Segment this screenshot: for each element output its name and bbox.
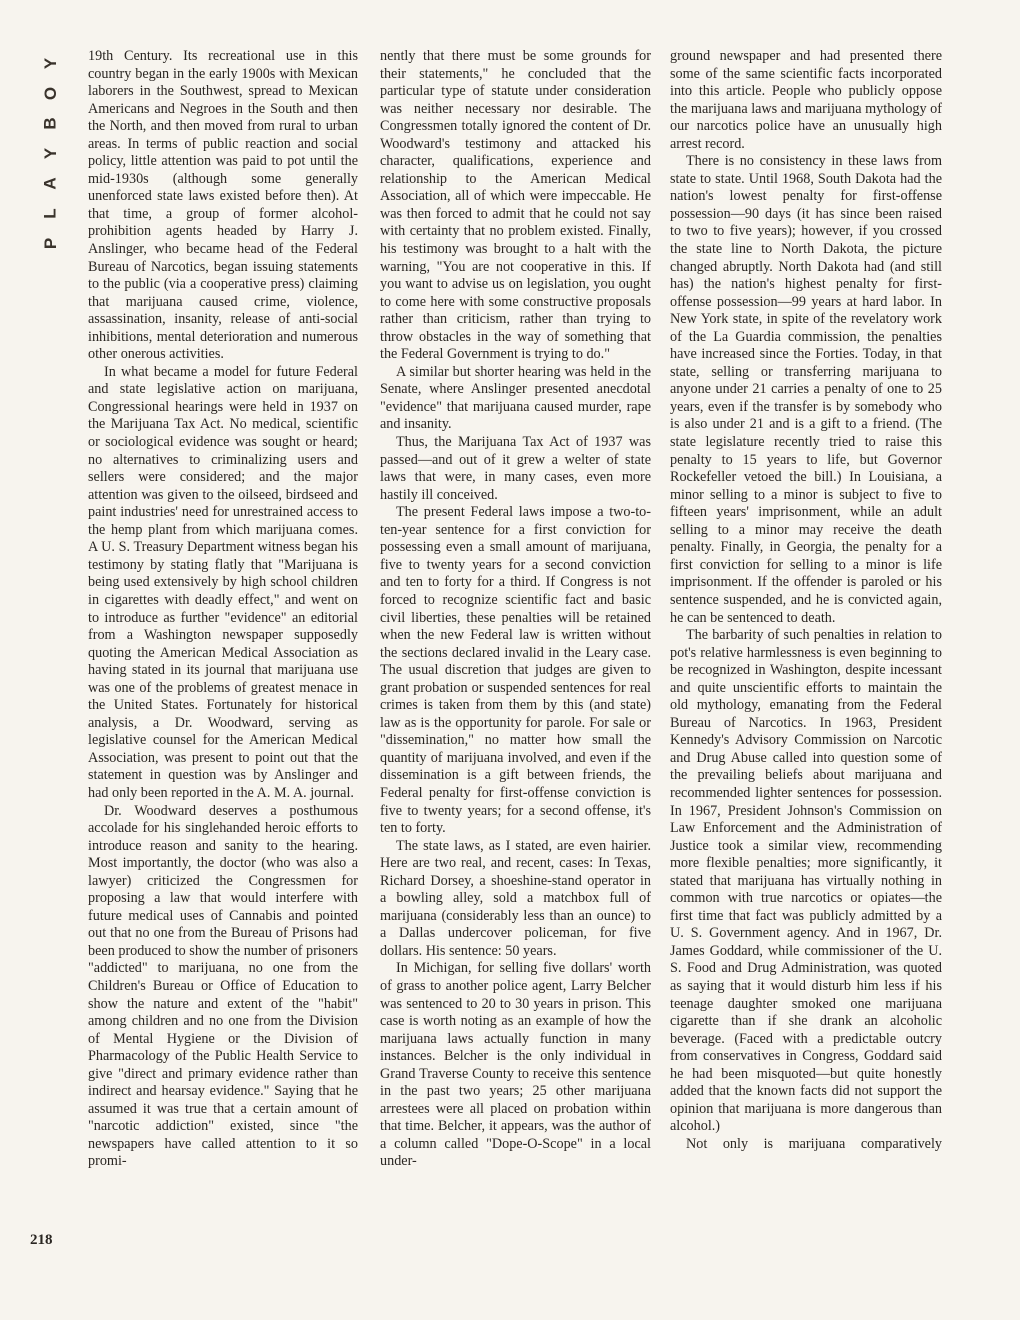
masthead-letter: A xyxy=(41,176,60,190)
masthead-letter: B xyxy=(41,116,60,130)
masthead-letter: Y xyxy=(41,146,60,160)
paragraph: Thus, the Marijuana Tax Act of 1937 was passed—and out of it grew a welter of state laws that were, in many cases, even more hastily ill conceived. xyxy=(380,434,651,503)
paragraph: Dr. Woodward deserves a posthumous accolade for his singlehanded heroic efforts to introduce reason and sanity to the hearing. Most importantly, the doctor (who was also a lawyer) criticized the Congressmen for proposing a law that would interfere with future medical uses of Cannabis and pointed out that no one from the Bureau of Prisons had been produced to show the number of prisoners "addicted" to marijuana, no one from the Children's Bureau or Office of Education to show the nature and extent of the "habit" among children and no one from the Division of Mental Hygiene or the Division of Pharmacology of the Public Health Service to give "direct and primary evidence rather than indirect and hearsay evidence." Saying that he assumed it was true that a certain amount of "narcotic addiction" existed, since "the newspapers have called attention to it so promi- xyxy=(88,802,358,1170)
paragraph: Not only is marijuana comparatively xyxy=(686,1135,942,1152)
paragraph: The barbarity of such penalties in relation to pot's relative harmlessness is even beginning to be recognized in Washington, despite incessant and quite unscientific efforts to maintain the old mythology, emanating from the Federal Bureau of Narcotics. In 1963, President Kennedy's Advisory Commission on Narcotic and Drug Abuse called into question some of the prevailing beliefs about marijuana and recommended lighter sentences for possession. In 1967, President Johnson's Commission on Law Enforcement and the Administration of Justice took a similar view, recommending more flexible penalties; more significantly, it stated that marijuana has virtually nothing in common with true narcotics or opiates—the first time that fact was publicly admitted by a U. S. Government agency. And in 1967, Dr. James Goddard, while commissioner of the U. S. Food and Drug Administration, was quoted as saying that it would disturb him less if his teenage daughter smoked one marijuana cigarette than if she drank an alcoholic beverage. (Faced with a predictable outcry from conservatives in Congress, Goddard said he had been misquoted—but quite honestly added that the known facts did not support the opinion that marijuana is more dangerous than alcohol.) xyxy=(670,627,942,1135)
paragraph: 19th Century. Its recreational use in this country began in the early 1900s with Mexican laborers in the Southwest, spread to Mexican Americans and Negroes in the South and then the North, and then moved from rural to urban areas. In terms of public reaction and social policy, little attention was paid to pot until the mid-1930s (although some generally unenforced state laws existed before then). At that time, a group of former alcohol-prohibition agents headed by Harry J. Anslinger, who became head of the Federal Bureau of Narcotics, began issuing statements to the public (via a cooperative press) claiming that marijuana caused crime, violence, assassination, insanity, release of anti-social inhibitions, mental deterioration and numerous other onerous activities. xyxy=(88,48,358,363)
masthead-letter: O xyxy=(40,85,60,101)
page-number: 218 xyxy=(30,1232,53,1248)
paragraph: In what became a model for future Federal and state legislative action on marijuana, Congressional hearings were held in 1937 on the Marijuana Tax Act. No medical, scientific or sociological evidence was sought or heard; no alternatives to criminalizing users and sellers were considered; and the major attention was given to the oilseed, birdseed and paint industries' need for unrestrained access to the hemp plant from which marijuana comes. A U. S. Treasury Department witness began his testimony by stating flatly that "Marijuana is being used extensively by high school children in cigarettes with deadly effect," and went on to introduce as further "evidence" an editorial from a Washington newspaper supposedly quoting the American Medical Association as having stated in its journal that marijuana use was one of the problems of greatest menace in the United States. Fortunately for historical analysis, a Dr. Woodward, serving as legislative counsel for the American Medical Association, was present to point out that the statement in question was by Anslinger and had only been reported in the A. M. A. journal. xyxy=(88,363,358,801)
masthead-letter: L xyxy=(40,207,60,219)
paragraph: The state laws, as I stated, are even hairier. Here are two real, and recent, cases: In Texas, Richard Dorsey, a shoeshine-stand operator in a bowling alley, sold a matchbox full of marijuana (considerably less than an ounce) to a Dallas undercover policeman, for five dollars. His sentence: 50 years. xyxy=(380,837,651,959)
paragraph: A similar but shorter hearing was held in the Senate, where Anslinger presented anecdotal "evidence" that marijuana caused murder, rape and insanity. xyxy=(380,363,651,433)
paragraph: There is no consistency in these laws from state to state. Until 1968, South Dakota had the nation's lowest penalty for first-offense possession—90 days (it has since been raised to two to five years); however, if you crossed the state line to North Dakota, the picture changed abruptly. North Dakota had (and still has) the nation's highest penalty for first-offense possession—99 years at hard labor. In New York state, in spite of the revelatory work of the La Guardia commission, the penalties have increased since the Forties. Today, in that state, selling or transferring marijuana to anyone under 21 carries a penalty of one to 25 years, even if the transfer is by somebody who is also under 21 and is a gift to a friend. (The state legislature recently tried to raise this penalty to 15 years to life, but Governor Rockefeller vetoed the bill.) In Louisiana, a minor selling to a minor is subject to five to fifteen years' imprisonment, while an adult selling to a minor may receive the death penalty. Finally, in Georgia, the penalty for a first conviction for selling to a minor is life imprisonment. If the offender is paroled or his sentence suspended, and he is convicted again, he can be sentenced to death. xyxy=(670,153,942,626)
paragraph: In Michigan, for selling five dollars' worth of grass to another police agent, Larry Belcher was sentenced to 20 to 30 years in prison. This case is worth noting as an example of how the marijuana laws actually function in many instances. Belcher is the only individual in Grand Traverse County to receive this sentence in the past two years; 25 other marijuana arrestees were all placed on probation within that time. Belcher, it appears, was the author of a column called "Dope-O-Scope" in a local under- xyxy=(380,960,651,1170)
text-column-2 xyxy=(380,48,651,1171)
paragraph: The present Federal laws impose a two-to-ten-year sentence for a first conviction for possessing even a small amount of marijuana, five to twenty years for a second conviction and ten to forty for a third. If Congress is not forced to recognize scientific fact and basic civil liberties, these penalties will be retained when the new Federal law is written without the sections declared invalid in the Leary case. The usual discretion that judges are given to grant probation or suspended sentences for real crimes is taken from them by this (and state) law as is the opportunity for parole. For sale or "dissemination," no matter how small the quantity of marijuana involved, and even if the dissemination is a gift between friends, the Federal penalty for first-offense conviction is five to twenty years; for a second offense, it's ten to forty. xyxy=(380,504,651,837)
paragraph: nently that there must be some grounds for their statements," he concluded that the particular type of statute under consideration was neither necessary nor desirable. The Congressmen totally ignored the content of Dr. Woodward's testimony and attacked his character, qualifications, experience and relationship to the American Medical Association, all of which were impeccable. He was then forced to admit that he could not say with certainty that no problem existed. Finally, his testimony was brought to a halt with the warning, "You are not cooperative in this. If you want to advise us on legislation, you ought to come here with some constructive proposals rather than criticism, rather than trying to throw obstacles in the way of something that the Federal Government is trying to do." xyxy=(380,48,651,363)
text-column-3 xyxy=(670,48,942,1153)
paragraph: ground newspaper and had presented there some of the same scientific facts incorporated into this article. People who publicly oppose the marijuana laws and marijuana mythology of our narcotics police have an unusually high arrest record. xyxy=(670,48,942,152)
masthead-vertical xyxy=(26,48,76,258)
masthead-letter: P xyxy=(41,236,60,250)
text-column-1 xyxy=(88,48,358,1171)
masthead-letter: Y xyxy=(41,56,60,70)
